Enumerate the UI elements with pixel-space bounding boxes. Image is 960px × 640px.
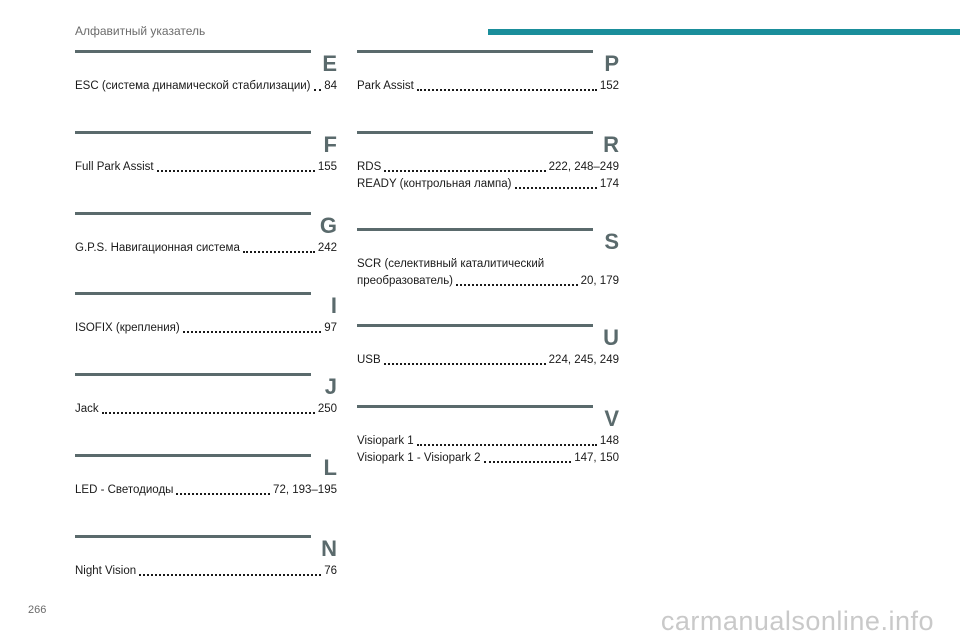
dot-leader <box>102 412 315 414</box>
entry-page: 174 <box>599 178 619 190</box>
section-letter: R <box>603 132 619 157</box>
entry-page: 242 <box>317 242 337 254</box>
dot-leader <box>314 89 322 91</box>
index-entry[interactable] <box>357 78 619 95</box>
entry-page: 76 <box>324 565 337 577</box>
section-letter: E <box>322 51 337 76</box>
section-rule <box>357 324 593 327</box>
section-letter: L <box>323 455 337 480</box>
entry-label: ISOFIX (крепления) <box>75 322 180 334</box>
section-rule <box>357 131 593 134</box>
dot-leader <box>456 284 578 286</box>
entry-label-line1: SCR (селективный каталитический <box>357 258 545 270</box>
watermark-text: carmanualsonline.info <box>660 606 934 636</box>
dot-leader <box>515 187 597 189</box>
entry-label: Visiopark 1 <box>357 435 414 447</box>
dot-leader <box>417 89 597 91</box>
index-entry[interactable] <box>75 401 337 418</box>
section-rule <box>357 228 593 231</box>
index-entry[interactable] <box>357 433 619 450</box>
entry-label: Park Assist <box>357 80 414 92</box>
index-entry[interactable] <box>75 78 337 95</box>
entry-label: ESC (система динамической стабилизации) <box>75 80 311 92</box>
section-rule <box>75 212 311 215</box>
index-entry[interactable] <box>357 450 619 467</box>
dot-leader <box>176 493 270 495</box>
dot-leader <box>484 461 572 463</box>
section-rule <box>357 405 593 408</box>
index-entry[interactable] <box>75 563 337 580</box>
entry-page: 155 <box>317 161 337 173</box>
entry-label: RDS <box>357 161 382 173</box>
entry-label: преобразователь) <box>357 275 454 287</box>
section-letter: S <box>604 229 619 254</box>
entry-label: LED - Светодиоды <box>75 484 174 496</box>
entry-page: 72, 193–195 <box>273 484 337 496</box>
section-letter: N <box>321 536 337 561</box>
section-rule <box>75 292 311 295</box>
entry-page: 97 <box>324 322 337 334</box>
page-number: 266 <box>28 604 47 616</box>
entry-label: Visiopark 1 - Visiopark 2 <box>357 452 481 464</box>
section-rule <box>75 535 311 538</box>
section-rule <box>75 131 311 134</box>
page-header-title: Алфавитный указатель <box>75 24 206 38</box>
section-rule <box>75 50 311 53</box>
dot-leader <box>183 331 321 333</box>
entry-page: 222, 248–249 <box>548 161 619 173</box>
section-letter: U <box>603 325 619 350</box>
index-entry[interactable] <box>75 482 337 499</box>
section-letter: P <box>604 51 619 76</box>
index-entry[interactable] <box>357 176 619 193</box>
section-rule <box>75 373 311 376</box>
index-entry[interactable] <box>75 320 337 337</box>
index-entry[interactable] <box>75 240 337 257</box>
entry-page: 224, 245, 249 <box>548 354 619 366</box>
dot-leader <box>243 251 315 253</box>
entry-page: 152 <box>599 80 619 92</box>
entry-label: Jack <box>75 403 99 415</box>
index-entry[interactable] <box>357 256 619 290</box>
section-letter: I <box>330 293 337 318</box>
section-rule <box>357 50 593 53</box>
section-rule <box>75 454 311 457</box>
entry-label: Night Vision <box>75 565 137 577</box>
header-accent-bar <box>488 29 960 35</box>
dot-leader <box>417 444 597 446</box>
section-letter: G <box>319 213 337 238</box>
section-letter: F <box>323 132 337 157</box>
dot-leader <box>384 170 545 172</box>
entry-label: READY (контрольная лампа) <box>357 178 512 190</box>
entry-page: 20, 179 <box>580 275 619 287</box>
index-entry[interactable] <box>75 159 337 176</box>
entry-label: Full Park Assist <box>75 161 154 173</box>
index-entry[interactable] <box>357 159 619 176</box>
entry-page: 148 <box>599 435 619 447</box>
entry-label: USB <box>357 354 381 366</box>
entry-label: G.P.S. Навигационная система <box>75 242 240 254</box>
dot-leader <box>139 574 321 576</box>
entry-page: 250 <box>317 403 337 415</box>
entry-page: 84 <box>324 80 337 92</box>
section-letter: V <box>604 406 619 431</box>
index-entry[interactable] <box>357 352 619 369</box>
dot-leader <box>157 170 315 172</box>
entry-page: 147, 150 <box>574 452 619 464</box>
dot-leader <box>384 363 546 365</box>
section-letter: J <box>324 374 337 399</box>
